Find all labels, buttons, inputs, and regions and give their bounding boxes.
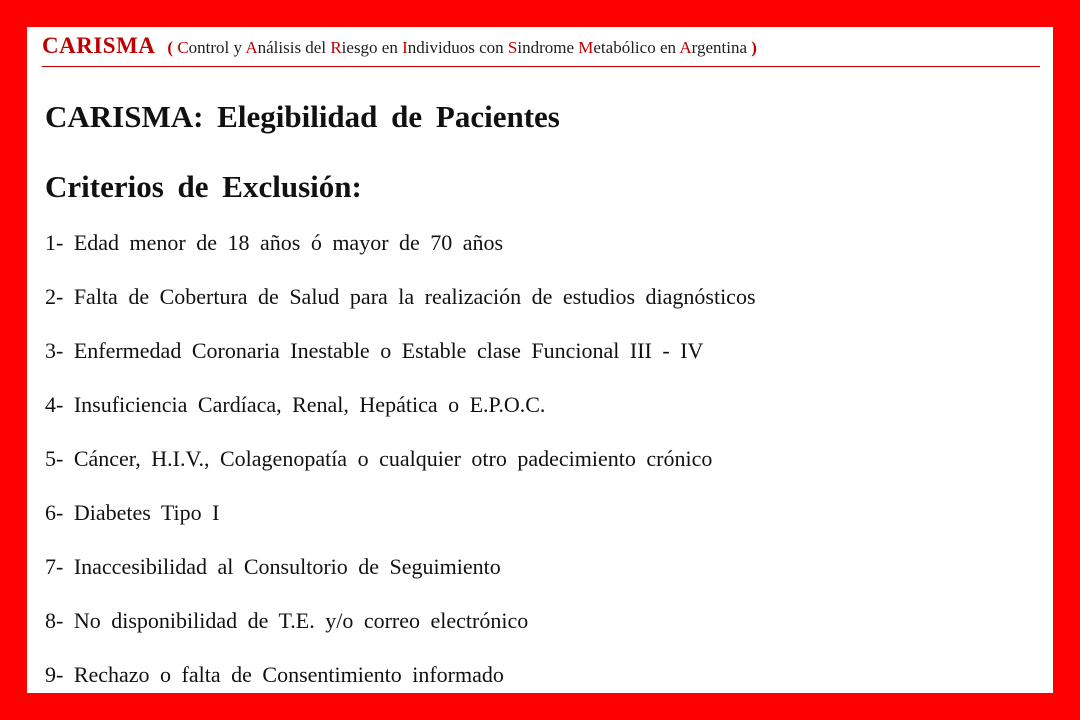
subtitle-segment: ndividuos con	[407, 38, 508, 57]
acronym-initial: I	[402, 38, 408, 57]
slide-title: CARISMA: Elegibilidad de Pacientes	[45, 99, 560, 134]
subtitle-segment: indrome	[517, 38, 579, 57]
slide	[27, 27, 1053, 693]
list-item: 8- No disponibilidad de T.E. y/o correo electrónico	[45, 608, 529, 633]
list-item: 3- Enfermedad Coronaria Inestable o Estable clase Funcional III - IV	[45, 338, 704, 363]
acronym-initial: A	[245, 38, 258, 57]
list-item: 2- Falta de Cobertura de Salud para la realización de estudios diagnósticos	[45, 284, 756, 309]
header-subtitle	[167, 38, 757, 57]
list-item: 1- Edad menor de 18 años ó mayor de 70 años	[45, 230, 504, 255]
header-open-paren: (	[167, 38, 174, 57]
subtitle-segment: etabólico en	[593, 38, 680, 57]
acronym-initial: C	[177, 38, 189, 57]
header-close-paren: )	[751, 38, 757, 57]
header-brand: CARISMA	[42, 33, 156, 58]
list-item: 7- Inaccesibilidad al Consultorio de Seguimiento	[45, 554, 501, 579]
exclusion-criteria-list	[45, 230, 756, 716]
acronym-initial: S	[507, 38, 518, 57]
acronym-initial: A	[679, 38, 692, 57]
acronym-initial: R	[330, 38, 342, 57]
section-title: Criterios de Exclusión:	[45, 169, 362, 204]
subtitle-segment: iesgo en	[341, 38, 403, 57]
subtitle-segment: nálisis del	[257, 38, 331, 57]
list-item: 6- Diabetes Tipo I	[45, 500, 220, 525]
header	[42, 33, 757, 59]
list-item: 4- Insuficiencia Cardíaca, Renal, Hepática o E.P.O.C.	[45, 392, 546, 417]
subtitle-segment: ontrol y	[188, 38, 246, 57]
header-subtitle-text	[177, 38, 747, 57]
list-item: 9- Rechazo o falta de Consentimiento informado	[45, 662, 504, 687]
header-divider	[42, 66, 1040, 67]
subtitle-segment: rgentina	[691, 38, 747, 57]
acronym-initial: M	[578, 38, 594, 57]
list-item: 5- Cáncer, H.I.V., Colagenopatía o cualquier otro padecimiento crónico	[45, 446, 713, 471]
